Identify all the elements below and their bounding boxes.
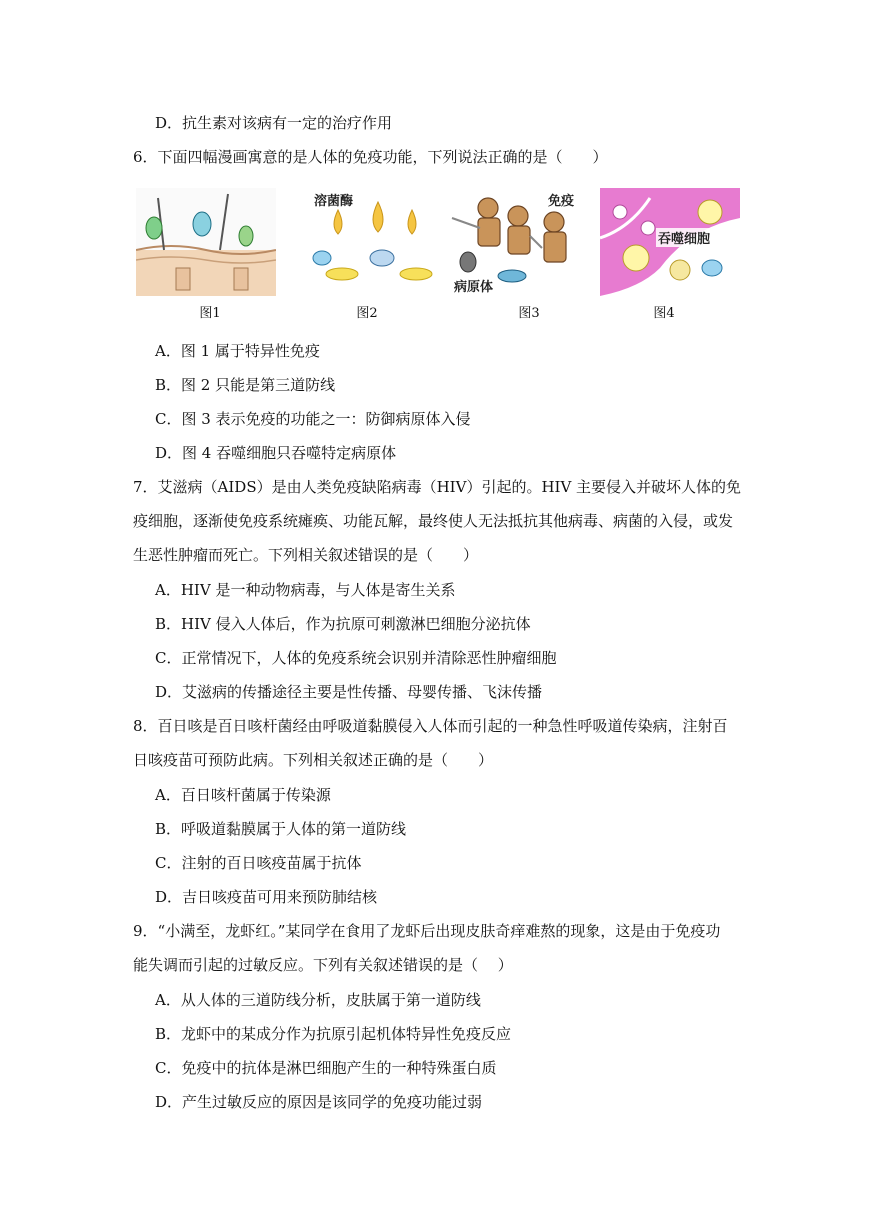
question-8-option-d: D．吉日咳疫苗可用来预防肺结核 (155, 888, 378, 906)
figure-2-caption: 图2 (356, 306, 378, 321)
figure-4-label: 吞噬细胞 (656, 228, 712, 247)
question-7-option-d: D．艾滋病的传播途径主要是性传播、母婴传播、飞沫传播 (155, 683, 543, 701)
question-9-stem-line-1: 9．“小满至，龙虾红。”某同学在食用了龙虾后出现皮肤奇痒难熬的现象，这是由于免疫功 (133, 922, 721, 940)
question-7-option-a: A．HIV 是一种动物病毒，与人体是寄生关系 (155, 581, 456, 599)
figure-1 (136, 188, 276, 296)
figure-2 (300, 188, 440, 296)
prev-option-d: D．抗生素对该病有一定的治疗作用 (155, 114, 393, 132)
question-6-option-c: C．图 3 表示免疫的功能之一：防御病原体入侵 (155, 410, 471, 428)
figure-3-label-top: 免疫 (546, 190, 576, 209)
question-7-stem-line-3: 生恶性肿瘤而死亡。下列相关叙述错误的是（ ） (133, 546, 479, 564)
question-7-option-c: C．正常情况下，人体的免疫系统会识别并清除恶性肿瘤细胞 (155, 649, 557, 667)
figure-3-caption: 图3 (518, 306, 540, 321)
question-9-option-d: D．产生过敏反应的原因是该同学的免疫功能过弱 (155, 1093, 483, 1111)
question-7-option-b: B．HIV 侵入人体后，作为抗原可刺激淋巴细胞分泌抗体 (155, 615, 531, 633)
question-7-stem-line-2: 疫细胞，逐渐使免疫系统瘫痪、功能瓦解，最终使人无法抵抗其他病毒、病菌的入侵，或发 (133, 512, 734, 530)
question-9-option-b: B．龙虾中的某成分作为抗原引起机体特异性免疫反应 (155, 1025, 512, 1043)
question-9-option-c: C．免疫中的抗体是淋巴细胞产生的一种特殊蛋白质 (155, 1059, 497, 1077)
question-8-option-b: B．呼吸道黏膜属于人体的第一道防线 (155, 820, 407, 838)
figure-3-label-bottom: 病原体 (452, 276, 495, 295)
figure-3 (446, 188, 586, 296)
question-8-stem-line-2: 日咳疫苗可预防此病。下列相关叙述正确的是（ ） (133, 751, 494, 769)
question-8-stem-line-1: 8．百日咳是百日咳杆菌经由呼吸道黏膜侵入人体而引起的一种急性呼吸道传染病，注射百 (133, 717, 728, 735)
question-6-option-b: B．图 2 只能是第三道防线 (155, 376, 336, 394)
figure-1-caption: 图1 (199, 306, 221, 321)
question-6-option-a: A．图 1 属于特异性免疫 (155, 342, 320, 360)
figure-2-label: 溶菌酶 (312, 190, 355, 209)
question-8-option-c: C．注射的百日咳疫苗属于抗体 (155, 854, 362, 872)
skin-barrier-illustration (136, 188, 276, 296)
question-6-option-d: D．图 4 吞噬细胞只吞噬特定病原体 (155, 444, 397, 462)
question-7-stem-line-1: 7．艾滋病（AIDS）是由人类免疫缺陷病毒（HIV）引起的。HIV 主要侵入并破坏人体的免 (133, 478, 742, 496)
figure-4 (600, 188, 740, 296)
question-8-option-a: A．百日咳杆菌属于传染源 (155, 786, 331, 804)
question-9-stem-line-2: 能失调而引起的过敏反应。下列有关叙述错误的是（ ） (133, 956, 513, 974)
figure-4-caption: 图4 (653, 306, 675, 321)
question-9-option-a: A．从人体的三道防线分析，皮肤属于第一道防线 (155, 991, 481, 1009)
question-6-stem: 6．下面四幅漫画寓意的是人体的免疫功能，下列说法正确的是（ ） (133, 148, 608, 166)
